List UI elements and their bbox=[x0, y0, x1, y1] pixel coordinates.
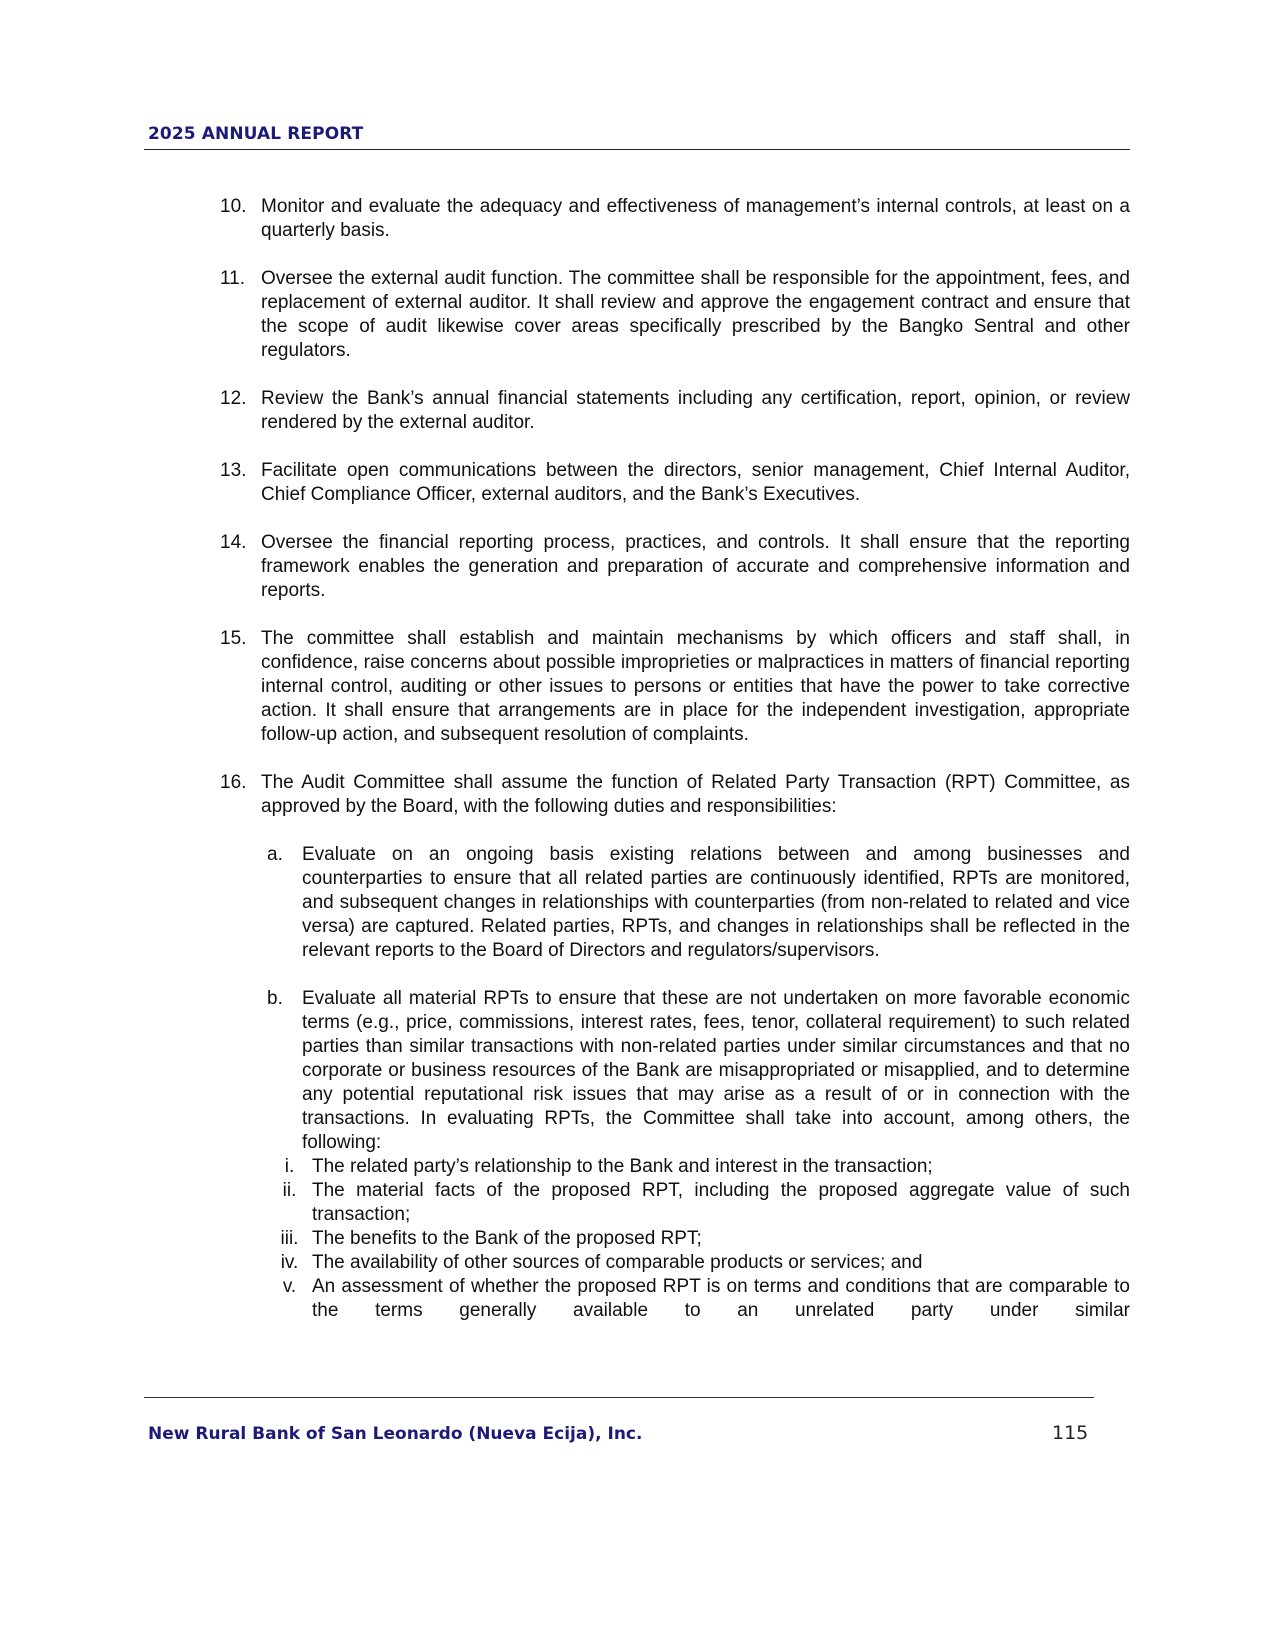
sub-list-item bbox=[267, 843, 1130, 963]
list-item bbox=[220, 459, 1130, 507]
list-item-text: The Audit Committee shall assume the function of Related Party Transaction (RPT) Committee, as approved by the Board, with the following duties and responsibilities: bbox=[261, 772, 1130, 817]
list-item-number: 13. bbox=[220, 460, 247, 481]
roman-list-item bbox=[267, 1251, 1130, 1275]
sub-list-item-letter: b. bbox=[267, 988, 283, 1009]
roman-numeral: v. bbox=[282, 1276, 297, 1297]
roman-list-item-text: The related party’s relationship to the Bank and interest in the transaction; bbox=[312, 1156, 933, 1177]
sub-list-item bbox=[267, 987, 1130, 1323]
sub-list-item-text: Evaluate all material RPTs to ensure that these are not undertaken on more favorable economic terms (e.g., price, commissions, interest rates, fees, tenor, collateral requirement) to such related parties than similar transactions with non-related parties under similar circumstances and that no corporate or business resources of the Bank are misappropriated or misapplied, and to determine any potential reputational risk issues that may arise as a result of or in connection with the transactions. In evaluating RPTs, the Committee shall take into account, among others, the following: bbox=[302, 988, 1130, 1153]
list-item-number: 16. bbox=[220, 772, 247, 793]
list-item bbox=[220, 627, 1130, 747]
roman-list-item bbox=[267, 1227, 1130, 1251]
roman-list-item-text: The material facts of the proposed RPT, including the proposed aggregate value of such transaction; bbox=[312, 1180, 1130, 1225]
list-item bbox=[220, 195, 1130, 243]
list-item-number: 15. bbox=[220, 628, 247, 649]
header-divider bbox=[144, 149, 1130, 150]
list-item-text: Monitor and evaluate the adequacy and effectiveness of management’s internal controls, at least on a quarterly basis. bbox=[261, 196, 1130, 241]
list-item bbox=[220, 267, 1130, 363]
footer-divider bbox=[144, 1397, 1094, 1398]
list-item-number: 14. bbox=[220, 532, 247, 553]
list-item-text: Oversee the financial reporting process, practices, and controls. It shall ensure that the reporting framework enables the generation and preparation of accurate and comprehensive information and reports. bbox=[261, 532, 1130, 601]
roman-list-item-text: The availability of other sources of comparable products or services; and bbox=[312, 1252, 923, 1273]
sub-list-item-text: Evaluate on an ongoing basis existing relations between and among businesses and counterparties to ensure that all related parties are continuously identified, RPTs are monitored, and subsequent changes in relationships with counterparties (from non-related to related and vice versa) are captured. Related parties, RPTs, and changes in relationships shall be reflected in the relevant reports to the Board of Directors and regulators/supervisors. bbox=[302, 844, 1130, 961]
roman-list-item bbox=[267, 1155, 1130, 1179]
sub-list-item-letter: a. bbox=[267, 844, 283, 865]
list-item-number: 11. bbox=[220, 268, 246, 289]
roman-list-item-text: The benefits to the Bank of the proposed RPT; bbox=[312, 1228, 702, 1249]
list-item-text: Facilitate open communications between the directors, senior management, Chief Internal Auditor, Chief Compliance Officer, external auditors, and the Bank’s Executives. bbox=[261, 460, 1130, 505]
roman-list-item bbox=[267, 1275, 1130, 1323]
list-item bbox=[220, 387, 1130, 435]
roman-numeral: iii. bbox=[280, 1228, 299, 1249]
roman-numeral: i. bbox=[284, 1156, 295, 1177]
list-item-number: 10. bbox=[220, 196, 247, 217]
roman-list bbox=[267, 1155, 1130, 1323]
list-item bbox=[220, 771, 1130, 819]
report-title: 2025 ANNUAL REPORT bbox=[148, 124, 364, 144]
roman-list-item bbox=[267, 1179, 1130, 1227]
list-item bbox=[220, 531, 1130, 603]
page-number: 115 bbox=[1052, 1422, 1089, 1444]
roman-numeral: ii. bbox=[282, 1180, 297, 1201]
document-body bbox=[220, 195, 1130, 1323]
footer-bank-name: New Rural Bank of San Leonardo (Nueva Ecija), Inc. bbox=[148, 1424, 643, 1444]
list-item-text: Oversee the external audit function. The committee shall be responsible for the appointment, fees, and replacement of external auditor. It shall review and approve the engagement contract and ensure that the scope of audit likewise cover areas specifically prescribed by the Bangko Sentral and other regulators. bbox=[261, 268, 1130, 361]
list-item-text: Review the Bank’s annual financial statements including any certification, report, opinion, or review rendered by the external auditor. bbox=[261, 388, 1130, 433]
roman-list-item-text: An assessment of whether the proposed RPT is on terms and conditions that are comparable to the terms generally available to an unrelated party under similar bbox=[312, 1276, 1130, 1321]
roman-numeral: iv. bbox=[280, 1252, 299, 1273]
list-item-number: 12. bbox=[220, 388, 247, 409]
list-item-text: The committee shall establish and maintain mechanisms by which officers and staff shall, in confidence, raise concerns about possible improprieties or malpractices in matters of financial reporting internal control, auditing or other issues to persons or entities that have the power to take corrective action. It shall ensure that arrangements are in place for the independent investigation, appropriate follow-up action, and subsequent resolution of complaints. bbox=[261, 628, 1130, 745]
